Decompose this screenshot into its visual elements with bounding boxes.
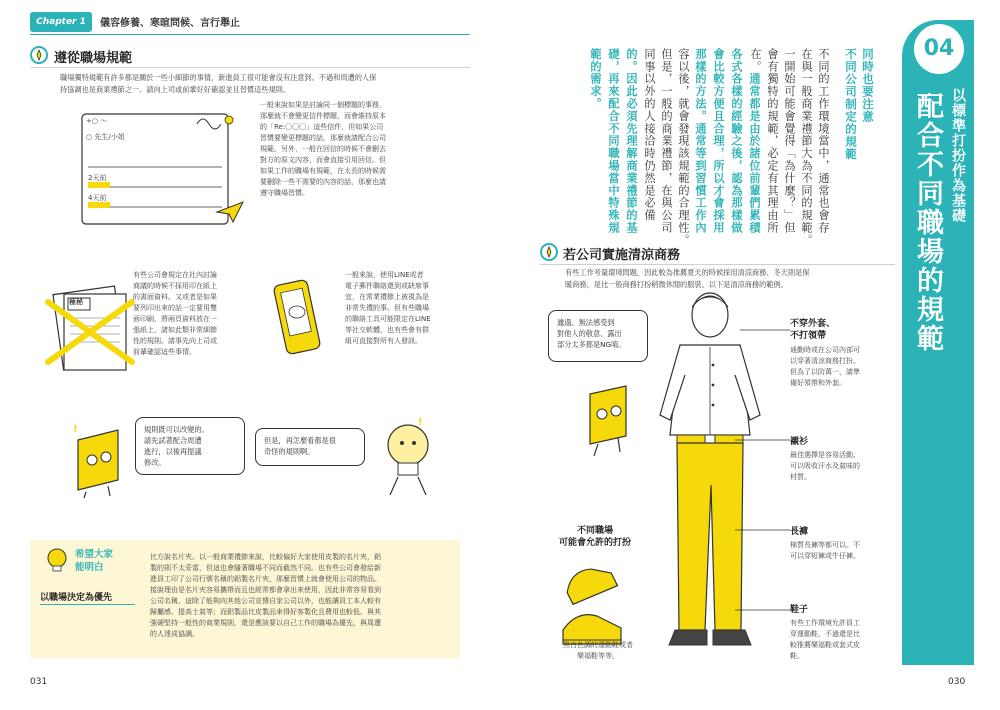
book-character-icon-2 [580, 380, 640, 460]
text-block-print: 有些公司會規定在社內討論 商議的時候不採用印在紙上 的書面資料。又或者是如果 要列印出來的話一定要用雙 面印刷，將兩頁資料放在一 張紙上，諸如此類非常細節 性的規則。請事先向上司或 前輩確認這些事情。 [133, 271, 217, 356]
tip-body: 比方說名片夾。以一般商業禮節來說，比較偏好大家使用皮製的名片夾，鋁 製的則不太妥當，但這也會隨著職場不同而截然不同。也有些公司會發給新 進員工印了公司行號名稱的鋁製名片夾，那麼習慣上就會使用公司的物品。 接說理由是名片夾容易攜帶而且也經常都會拿出來使用，因此非常容易看到 公司名稱，這除了能夠向其他公司宣傳自家公司以外，也能讓員工本人較有 歸屬感、提高士氣等；而鋁製品比皮製品來得好客製化且費用也較低。與其 強硬堅持一般性的商業規則，還是應該要以自己工作的職場為優先，與周遭 的人達成協調。 [150, 553, 381, 638]
svg-text:!: ! [418, 417, 423, 428]
vertical-heading: 同時也要注意 不同公司制定的規範 [844, 48, 875, 161]
section-intro-2: 有些工作考量環境問題，因此較為推薦夏天的時候採用清涼商務、冬天則是保 暖商務，是比一般商務打扮稍微休閒的服裝。以下是清涼商務的範例。 [565, 268, 810, 289]
section-title-coolbiz: 若公司實施清涼商務 [563, 248, 681, 263]
header-rule [30, 34, 470, 35]
memo-line-2: 2天前 [88, 174, 107, 182]
annot-no-jacket-text: 通勤時或在公司內部可 以穿著清涼商務打扮。 但為了以防萬一，請準 備好領帶和外套。 [790, 346, 860, 387]
svg-text:!: ! [73, 424, 78, 435]
compass-icon-2 [540, 243, 558, 261]
annot-pants-text: 棉質長褲等都可以。不 可以穿短褲或牛仔褲。 [790, 541, 860, 560]
book-character-icon [68, 420, 128, 500]
tab-title: 配合不同職場的規範 [912, 92, 943, 353]
vertical-body: 不同的工作環境當中，通常也會存 在與一般商業禮節大為不同的規範。 一開始可能會覺得「為什麼？」但 會有獨特的規範，必定有其理由所 在。通常都是由於諸位前輩們累積 各式各樣的經驗之後，認為那樣做 會比較方便且合理，所以才會採用 那樣的方法。通常等到習慣工作內 容以後，就會發現該規範的合理性。 但是，一般的商業禮節，在與公司 同事以外的人接洽時仍然是必備 的。因此必須先理解商業禮節的基 礎，再來配合不同職場當中特殊規 範的需求。 [589, 48, 830, 247]
chapter-badge: Chapter 1 [30, 12, 92, 32]
compass-icon [30, 46, 48, 64]
lightbulb-character-icon [378, 415, 438, 505]
memo-symbols: +○ ～ [86, 117, 108, 125]
doodle-icon [195, 112, 235, 132]
shoes-label: 不同職場 可能會允許的打扮 [558, 526, 631, 548]
chapter-title: 儀容修養、寒暄問候、言行舉止 [100, 18, 240, 29]
page-number-left: 031 [30, 677, 48, 687]
tab-subtitle: 以標準打扮作為基礎 [950, 88, 966, 223]
memo-line-3: 4天前 [88, 194, 107, 202]
speech-bubble-strange-rules: 但是，再怎麼看都是很 奇怪的規則啊。 [255, 428, 365, 466]
text-block-line: 一般來說，使用LINE或者 電子郵件聯絡還到或缺席事 宜，在常業禮節上被視為是 非常失禮的事。但有些職場 的聯絡工具可能限定在LINE 等社交軟體，也有些會有群 組可直接對所有人發訊。 [345, 271, 431, 345]
lightbulb-icon [42, 545, 72, 575]
section-rule-2 [540, 264, 895, 265]
text-block-email: 一般來說如果是討論同一個標題的事務， 那麼就不會變更信件標題，而會維持原本 的「Re:〇〇〇」這些信件，但如果公司 習慣要變更標題的話，那麼就請配合公司 規範。另外，一般在回信的時候不會刪去 對方的原文內容，而會直接引用回信。但 如果工作的職場有規範，在太長的時候需 要刪除一些不需要的內容的話，那麼也請 遵守職場習慣。 [260, 101, 386, 197]
secret-label: 極秘 [69, 298, 83, 306]
annot-shirt-title: 襯衫 [790, 437, 809, 447]
shoes-caption: 黑白色調的運動鞋或者 樂福鞋等等。 [563, 641, 633, 660]
page-number-right: 030 [948, 677, 966, 687]
section-title-rules: 遵從職場規範 [54, 51, 133, 66]
smartphone-icon [272, 278, 322, 358]
speech-bubble-change-rules: 規則既可以改變的。 請先試著配合周遭 進行，以後再提議 修改。 [135, 417, 245, 475]
section-number: 04 [914, 24, 964, 74]
tip-heading: 希望大家 能明白 [75, 549, 114, 573]
tip-underline [40, 604, 135, 605]
annot-shirt-text: 最佳選擇是容易活動、 可以吸收汗水及氣味的 材質。 [790, 451, 860, 481]
annotation-lines [735, 320, 795, 660]
annot-shoes-title: 鞋子 [790, 605, 809, 615]
annot-no-jacket-title: 不穿外套、 不打領帶 [790, 319, 836, 341]
annot-pants-title: 長褲 [790, 527, 809, 537]
memo-line-1: ○ 先生/小姐 [86, 133, 125, 141]
section-rule [30, 67, 470, 68]
speech-bubble-ng: 邋遢、無法感受到 對他人的敬意、露出 部分太多都是NG唷。 [548, 310, 648, 362]
paper-plane-icon [215, 200, 245, 224]
section-intro: 職場獨特規範有許多都是關於一些小細節的事情，新進員工很可能會沒有注意到。不過和周遭的人保 持協調也是商業禮節之一。請向上司或前輩好好確認並且習慣這些規則。 [60, 73, 377, 94]
tip-subheading: 以職場決定為優先 [40, 593, 113, 603]
annot-shoes-text: 有些工作環境允許員工 穿運動鞋，不過還是比 較推薦樂福鞋或套式皮 鞋。 [790, 619, 860, 660]
